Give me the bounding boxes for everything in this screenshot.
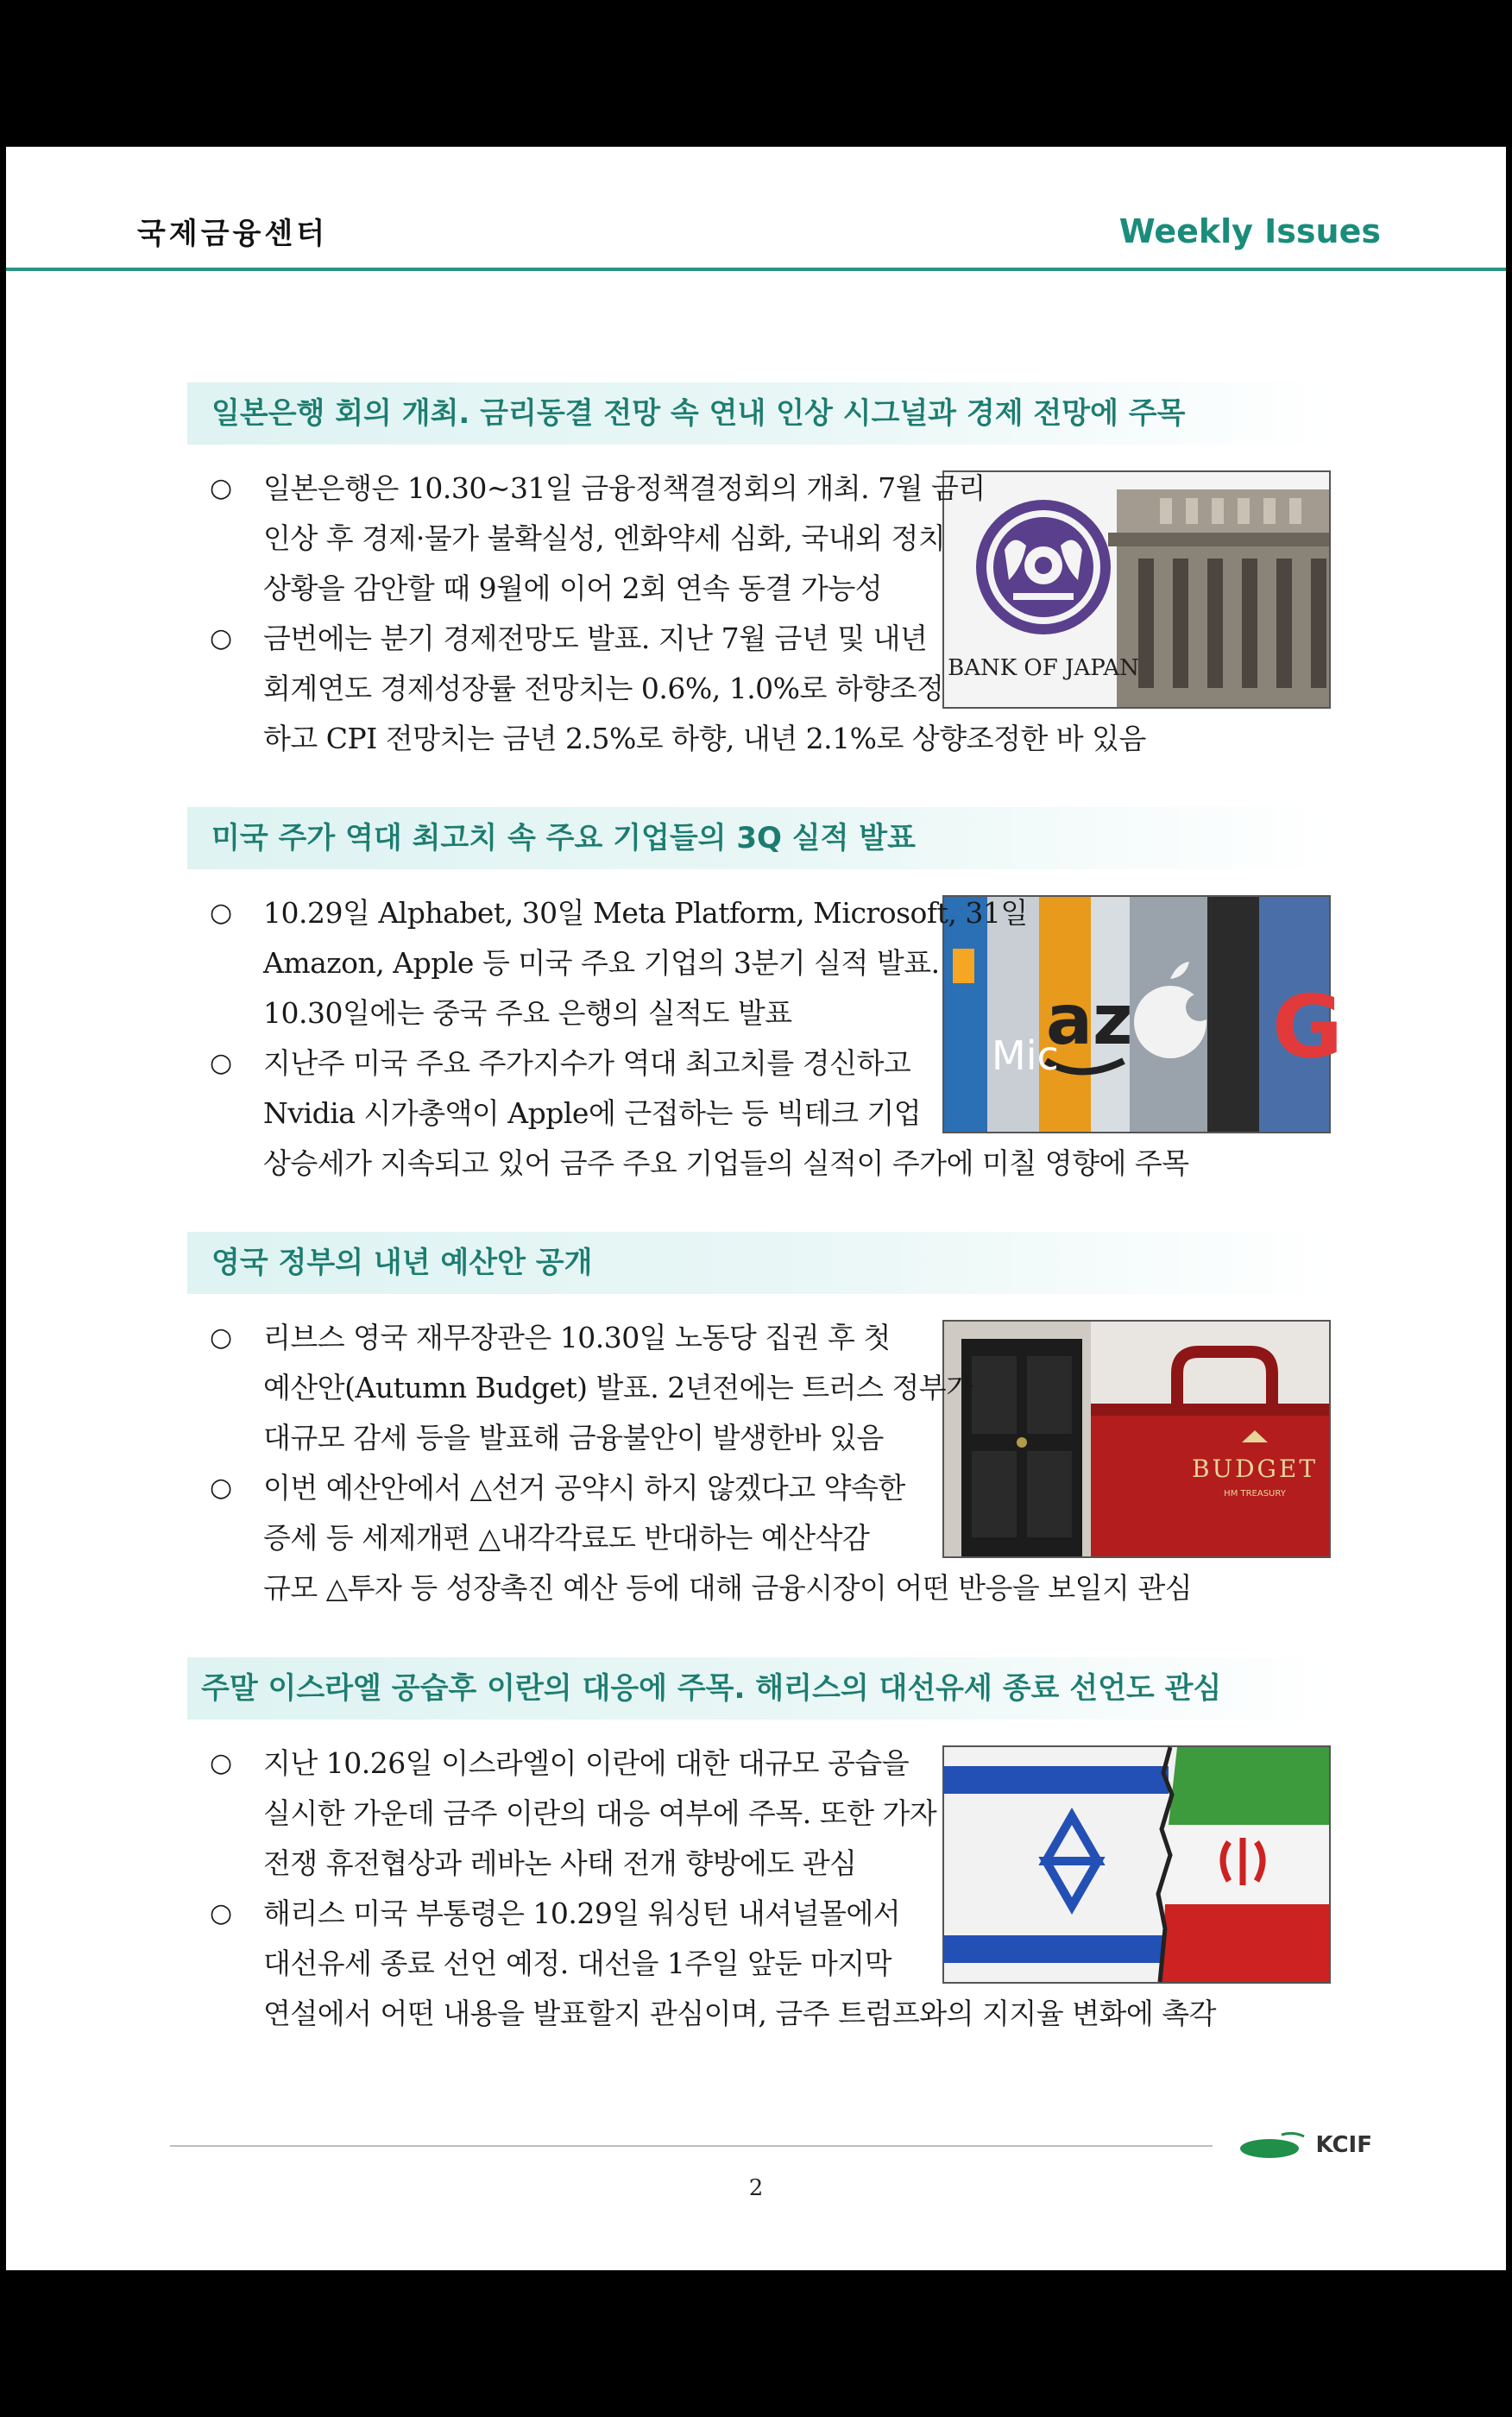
section-us-earnings [187, 807, 1344, 1189]
section-uk-budget [187, 1232, 1331, 1613]
section-title: 미국 주가 역대 최고치 속 주요 기업들의 3Q 실적 발표 [187, 807, 1331, 869]
bullet-marker: ○ [210, 623, 232, 653]
bullet-marker: ○ [210, 898, 232, 928]
bullet-marker: ○ [210, 1048, 232, 1078]
section-title: 일본은행 회의 개최. 금리동결 전망 속 연내 인상 시그널과 경제 전망에 주목 [187, 382, 1331, 445]
svg-text:G: G [1272, 976, 1344, 1077]
bullet-marker: ○ [210, 473, 232, 503]
page-number: 2 [748, 2175, 764, 2201]
bullet-line: 지난주 미국 주요 주가지수가 역대 최고치를 경신하고 [263, 1046, 911, 1080]
bullet-item [187, 464, 1331, 614]
svg-text:Mic: Mic [992, 1032, 1059, 1079]
section-boj [187, 382, 1331, 764]
bullet-line: 지난 10.26일 이스라엘이 이란에 대한 대규모 공습을 [263, 1746, 910, 1780]
bullet-line: 10.29일 Alphabet, 30일 Meta Platform, Microsoft, 31일 [263, 896, 1028, 930]
kcif-leaf-icon [1238, 2128, 1307, 2162]
bullet-line: 예산안(Autumn Budget) 발표. 2년전에는 트러스 정부가 [263, 1371, 973, 1404]
bullet-line: 금번에는 분기 경제전망도 발표. 지난 7월 금년 및 내년 [263, 622, 928, 655]
bullet-line: 전쟁 휴전협상과 레바논 사태 전개 향방에도 관심 [263, 1846, 857, 1880]
header-divider [6, 268, 1506, 271]
header-publication-title: Weekly Issues [1118, 212, 1381, 250]
footer-logo-text: KCIF [1315, 2132, 1372, 2158]
section-title: 영국 정부의 내년 예산안 공개 [187, 1232, 1331, 1294]
bullet-line: 대규모 감세 등을 발표해 금융불안이 발생한바 있음 [263, 1421, 884, 1455]
bullet-line: 연설에서 어떤 내용을 발표할지 관심이며, 금주 트럼프와의 지지율 변화에 촉각 [263, 1997, 1216, 2030]
bullet-line: 인상 후 경제·물가 불확실성, 엔화약세 심화, 국내외 정치 [263, 521, 946, 555]
section-title: 주말 이스라엘 공습후 이란의 대응에 주목. 해리스의 대선유세 종료 선언도 관심 [187, 1657, 1331, 1720]
bullet-line: 일본은행은 10.30~31일 금융정책결정회의 개최. 7월 금리 [263, 471, 986, 505]
bullet-line: 회계연도 경제성장률 전망치는 0.6%, 1.0%로 하향조정 [263, 672, 944, 705]
header-org-title: 국제금융센터 [137, 217, 329, 251]
footer-logo [1238, 2124, 1373, 2167]
bullet-line: Amazon, Apple 등 미국 주요 기업의 3분기 실적 발표. [263, 946, 940, 980]
bullet-item [187, 1889, 1331, 2039]
svg-text:az: az [1046, 980, 1133, 1060]
bullet-marker: ○ [210, 1322, 232, 1353]
footer-divider [170, 2145, 1213, 2147]
bullet-item [187, 1038, 1331, 1189]
bullet-line: 대선유세 종료 선언 예정. 대선을 1주일 앞둔 마지막 [263, 1947, 891, 1980]
bullet-line: 해리스 미국 부통령은 10.29일 워싱턴 내셔널몰에서 [263, 1896, 901, 1930]
bullet-line: 하고 CPI 전망치는 금년 2.5%로 하향, 내년 2.1%로 상향조정한 바 있음 [263, 722, 1146, 755]
boj-caption: BANK OF JAPAN [948, 655, 1139, 681]
bullet-line: 실시한 가운데 금주 이란의 대응 여부에 주목. 또한 가자 [263, 1796, 937, 1830]
bullet-line: 10.30일에는 중국 주요 은행의 실적도 발표 [263, 996, 792, 1030]
bullet-line: 리브스 영국 재무장관은 10.30일 노동당 집권 후 첫 [263, 1321, 891, 1354]
bullet-marker: ○ [210, 1473, 232, 1503]
bullet-item [187, 888, 1331, 1038]
bullet-item [187, 614, 1331, 764]
section-middle-east [187, 1657, 1331, 2039]
bullet-line: 상황을 감안할 때 9월에 이어 2회 연속 동결 가능성 [263, 571, 883, 605]
bullet-line: 이번 예산안에서 △선거 공약시 하지 않겠다고 약속한 [263, 1471, 905, 1505]
document-page [6, 147, 1506, 2270]
bullet-line: Nvidia 시가총액이 Apple에 근접하는 등 빅테크 기업 [263, 1096, 922, 1130]
budget-caption: BUDGET [1191, 1455, 1319, 1483]
bullet-marker: ○ [210, 1748, 232, 1778]
budget-subcaption: HM TREASURY [1224, 1489, 1286, 1499]
bullet-item [187, 1463, 1331, 1613]
bullet-item [187, 1313, 1331, 1463]
bullet-marker: ○ [210, 1898, 232, 1928]
bullet-item [187, 1739, 1331, 1889]
bullet-line: 규모 △투자 등 성장촉진 예산 등에 대해 금융시장이 어떤 반응을 보일지 관심 [263, 1571, 1193, 1605]
bullet-line: 상승세가 지속되고 있어 금주 주요 기업들의 실적이 주가에 미칠 영향에 주목 [263, 1146, 1189, 1180]
bullet-line: 증세 등 세제개편 △내각각료도 반대하는 예산삭감 [263, 1521, 870, 1555]
